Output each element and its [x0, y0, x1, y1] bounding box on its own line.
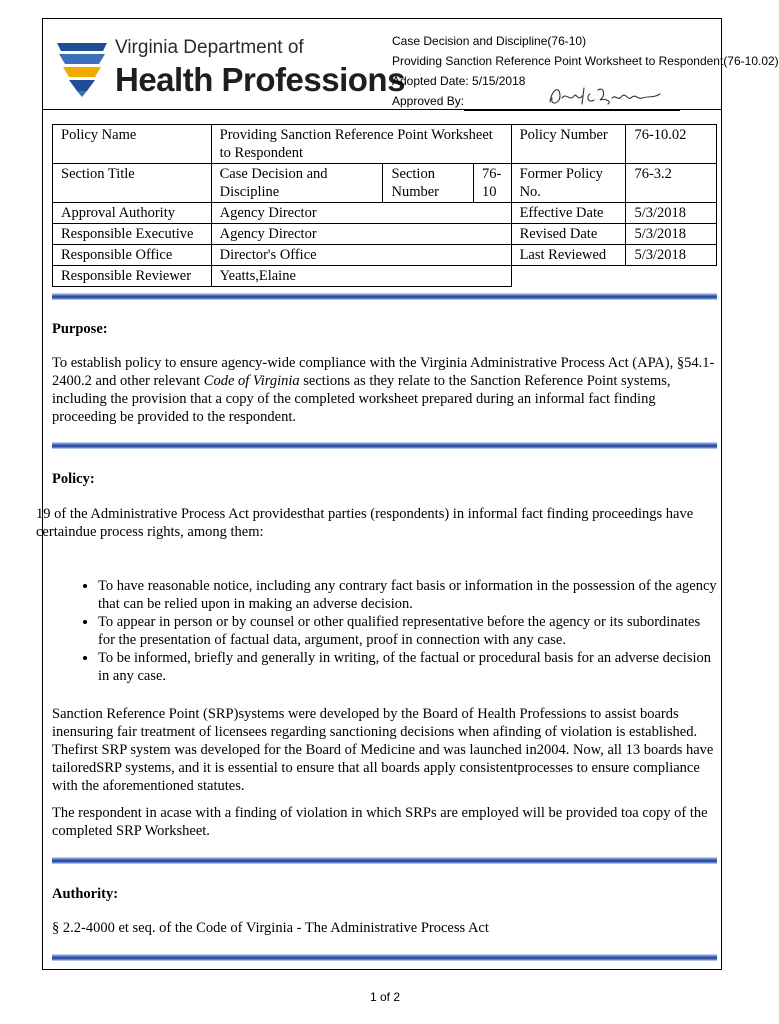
table-value: Yeatts,Elaine: [211, 266, 511, 287]
logo-text-name: Health Professions: [115, 61, 405, 98]
table-value: 76-10: [473, 164, 511, 203]
approved-by-label: Approved By:: [392, 94, 465, 108]
policy-heading: Policy:: [52, 471, 95, 487]
table-label: Responsible Executive: [53, 224, 212, 245]
table-row: [53, 203, 717, 224]
list-item: • To be informed, briefly and generally in writing, of the factual or procedural basis for an adverse decision in any case.: [98, 649, 720, 685]
table-row: [53, 245, 717, 266]
table-label: Former Policy No.: [511, 164, 626, 203]
section-divider: [52, 442, 717, 449]
policy-intro: 19 of the Administrative Process Act providesthat parties (respondents) in informal fact finding proceedings have certaindue process rights, among them:: [36, 506, 694, 540]
table-row: [53, 224, 717, 245]
section-divider: [52, 857, 717, 864]
vdhp-logo-icon: [53, 37, 111, 97]
adopted-date: Adopted Date: 5/15/2018: [392, 74, 526, 88]
table-label: Policy Name: [53, 125, 212, 164]
table-value: Case Decision and Discipline: [211, 164, 383, 203]
table-row: [53, 125, 717, 164]
signature-icon: [546, 82, 664, 110]
table-value: 5/3/2018: [626, 224, 717, 245]
table-value: 76-10.02: [626, 125, 717, 164]
page-number: 1 of 2: [369, 990, 401, 1004]
table-value: Director's Office: [211, 245, 511, 266]
table-row: [53, 164, 717, 203]
header-info: [392, 31, 779, 111]
table-label: Policy Number: [511, 125, 626, 164]
purpose-text-start: To establish policy to ensure agency-wide compliance with the Virginia Administrative Process Act (APA), §54.1-2400.2 and other relevant: [52, 355, 715, 389]
approved-by-row: [392, 91, 722, 111]
table-label: Section Number: [383, 164, 473, 203]
table-label: Responsible Reviewer: [53, 266, 212, 287]
code-of-virginia-ref: Code of Virginia: [203, 373, 300, 389]
logo-text-agency: Virginia Department of: [115, 37, 304, 58]
doc-subtitle: Providing Sanction Reference Point Worksheet to Respondent(76-10.02): [392, 54, 779, 68]
document-header: [42, 18, 779, 110]
purpose-heading: Purpose:: [52, 321, 108, 337]
doc-title: Case Decision and Discipline(76-10): [392, 34, 587, 48]
table-value: 5/3/2018: [626, 203, 717, 224]
table-label: Revised Date: [511, 224, 626, 245]
list-item: • To appear in person or by counsel or other qualified representative before the agency or its subordinates for the presentation of factual data, argument, proof in connection with any case.: [98, 613, 720, 649]
table-label: Section Title: [53, 164, 212, 203]
authority-heading: Authority:: [52, 886, 119, 902]
section-divider: [52, 293, 717, 300]
table-label: Last Reviewed: [511, 245, 626, 266]
respondent-paragraph: The respondent in acase with a finding of violation in which SRPs are employed will be provided toa copy of the completed SRP Worksheet.: [52, 805, 708, 839]
table-empty-cell: [511, 266, 626, 287]
due-process-rights-list: [52, 577, 720, 685]
table-value: 76-3.2: [626, 164, 717, 203]
purpose-text: [52, 354, 720, 426]
table-row: [53, 266, 717, 287]
agency-logo: [53, 33, 405, 103]
authority-text: § 2.2-4000 et seq. of the Code of Virginia - The Administrative Process Act: [52, 920, 489, 936]
purpose-text-end: sections as they relate to the Sanction Reference Point systems, including the provision that a copy of the completed worksheet prepared during an informal fact finding proceeding be provided to the respondent.: [52, 373, 671, 425]
list-item: • To have reasonable notice, including any contrary fact basis or information in the possession of the agency that can be relied upon in making an adverse decision.: [98, 577, 720, 613]
table-value: Agency Director: [211, 203, 511, 224]
policy-info-table: [52, 124, 717, 287]
table-label: Effective Date: [511, 203, 626, 224]
table-value: Providing Sanction Reference Point Worksheet to Respondent: [211, 125, 511, 164]
table-label: Responsible Office: [53, 245, 212, 266]
table-empty-cell: [626, 266, 717, 287]
table-value: 5/3/2018: [626, 245, 717, 266]
section-divider: [52, 954, 717, 961]
srp-paragraph: Sanction Reference Point (SRP)systems were developed by the Board of Health Professions to assist boards inensuring fair treatment of licensees regarding sanctioning decisions when afinding of violation is established. Thefirst SRP system was developed for the Board of Medicine and was launched in2004. Now, all 13 boards have tailoredSRP systems, and it is essential to ensure that all boards apply consistentprocesses to ensure compliance with the aforementioned statutes.: [52, 706, 714, 794]
table-value: Agency Director: [211, 224, 511, 245]
table-label: Approval Authority: [53, 203, 212, 224]
signature-line: [464, 96, 680, 111]
